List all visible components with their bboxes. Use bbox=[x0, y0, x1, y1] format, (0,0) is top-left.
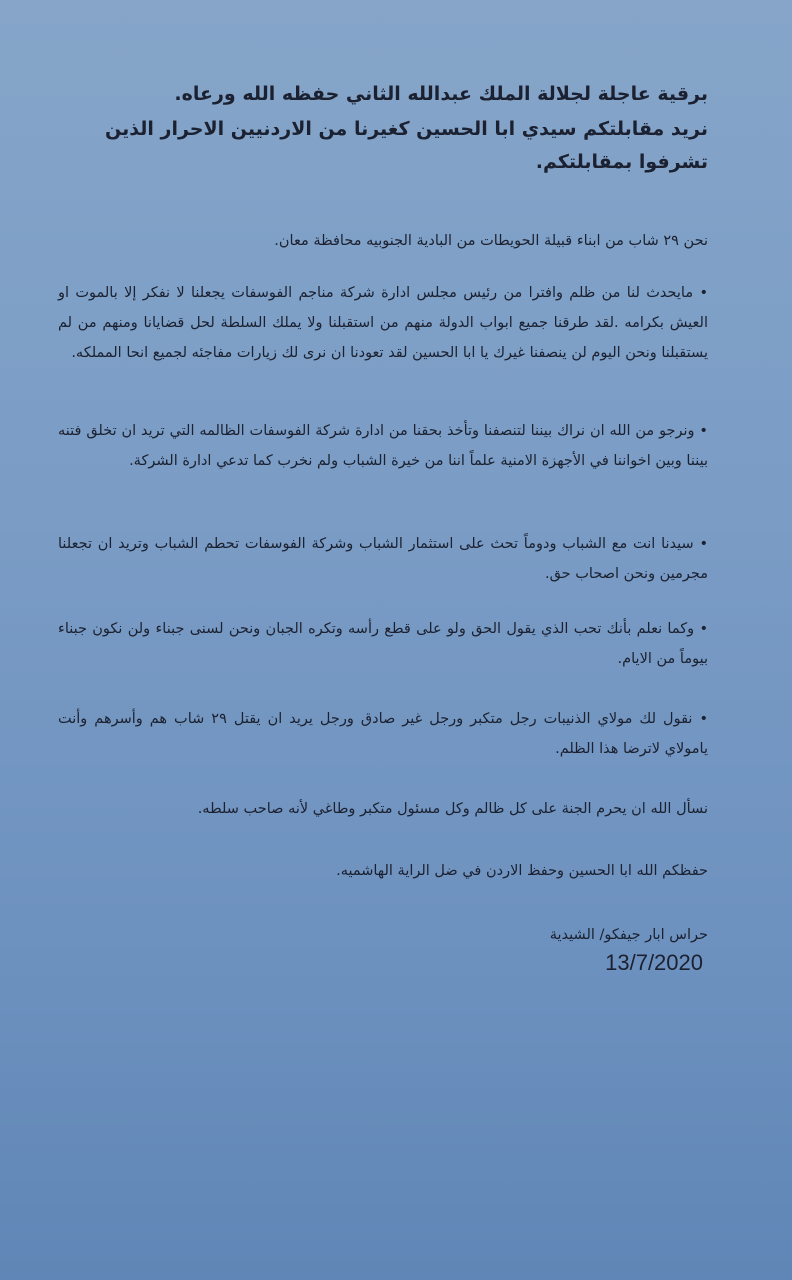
heading-line-1: برقية عاجلة لجلالة الملك عبدالله الثاني حفظه الله ورعاه. bbox=[174, 83, 708, 105]
date: 13/7/2020 bbox=[605, 950, 703, 975]
bullet-paragraph-2: • ونرجو من الله ان نراك بيننا لتنصفنا وتأخذ بحقنا من ادارة شركة الفوسفات الظالمه التي تريد ان تخلق فتنه بيننا وبين اخواننا في الأجهزة الامنية علماً اننا من خيرة الشباب ولم نخرب كما تدعي ادارة الشركة. bbox=[58, 416, 708, 476]
signature: حراس ابار جيفكو/ الشيدية bbox=[549, 927, 708, 943]
closing-prayer: نسأل الله ان يحرم الجنة على كل ظالم وكل مسئول متكبر وطاغي لأنه صاحب سلطه. bbox=[197, 801, 708, 817]
heading-line-2: نريد مقابلتكم سيدي ابا الحسين كغيرنا من الاردنيين الاحرار الذين تشرفوا بمقابلتكم. bbox=[105, 118, 708, 173]
closing-blessing: حفظكم الله ابا الحسين وحفظ الاردن في ضل الراية الهاشميه. bbox=[336, 863, 708, 879]
bullet-paragraph-4: • وكما نعلم بأنك تحب الذي يقول الحق ولو على قطع رأسه وتكره الجبان ونحن لسنى جبناء ولن نكون جبناء بيوماً من الايام. bbox=[58, 614, 708, 674]
bullet-paragraph-1: • مايحدث لنا من ظلم وافترا من رئيس مجلس ادارة شركة مناجم الفوسفات يجعلنا لا نفكر إلا بالموت او العيش بكرامه .لقد طرقنا جميع ابواب الدولة منهم من استقبلنا ولا يملك السلطة لحل قضايانا ومنهم من لم يستقبلنا ونحن اليوم لن ينصفنا غيرك يا ابا الحسين لقد تعودنا ان نرى لك زيارات مفاجئه لجميع انحا المملكه. bbox=[58, 278, 708, 368]
intro-paragraph: نحن ٢٩ شاب من ابناء قبيلة الحويطات من البادية الجنوبيه محافظة معان. bbox=[274, 233, 708, 249]
bullet-paragraph-5: • نقول لك مولاي الذنيبات رجل متكبر ورجل غير صادق ورجل يريد ان يقتل ٢٩ شاب هم وأسرهم وأنت يامولاي لاترضا هذا الظلم. bbox=[58, 704, 708, 764]
bullet-paragraph-3: • سيدنا انت مع الشباب ودوماً تحث على استثمار الشباب وشركة الفوسفات تحطم الشباب وتريد ان تجعلنا مجرمين ونحن اصحاب حق. bbox=[58, 529, 708, 589]
